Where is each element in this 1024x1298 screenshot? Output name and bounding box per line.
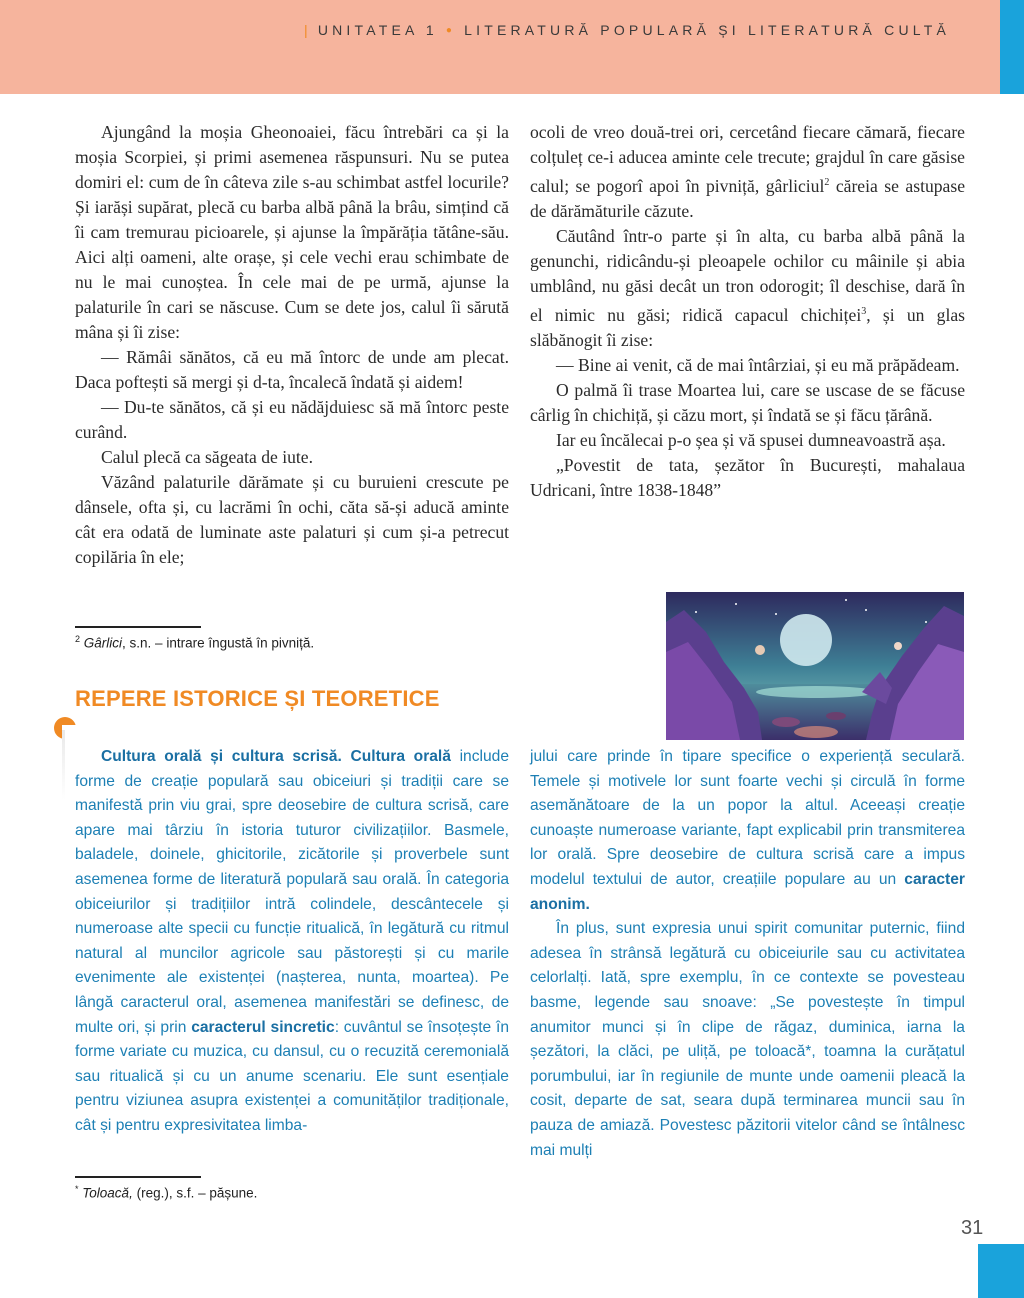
story-paragraph: Calul plecă ca săgeata de iute. xyxy=(101,447,313,467)
running-header xyxy=(304,22,950,38)
page-number: 31 xyxy=(961,1217,984,1239)
footnote-ref-2: 2 xyxy=(824,177,830,188)
footnote-ref-3: 3 xyxy=(861,305,867,317)
story-paragraph: — Rămâi sănătos, că eu mă întorc de unde am plecat. Daca poftești să mergi și d-ta, încalecă îndată și aidem! xyxy=(75,347,509,392)
story-paragraph: Iar eu încălecai p-o șea și vă spusei dumneavoastră așa. xyxy=(556,429,946,450)
header-band xyxy=(0,0,1000,94)
section-accent-icon xyxy=(54,717,76,739)
term-cultura-orala: Cultura orală xyxy=(350,748,451,765)
fantasy-landscape-illustration xyxy=(666,592,964,740)
story-column-left xyxy=(75,120,509,570)
theory-column-right xyxy=(530,745,965,1163)
story-source: „Povestit de tata, șezător în București, mahalaua Udricani, între 1838-1848” xyxy=(530,454,965,500)
footnote-divider xyxy=(75,1176,201,1178)
story-paragraph: ocoli de vreo două-trei ori, cercetând fiecare cămară, fiecare colțuleț ce-i aducea aminte cele trecute; grajdul în care găsise calul; se pogorî apoi în pivniță, gârliciul$^2$ căreia se astupase de dărămăturile căzute. xyxy=(530,122,966,221)
theory-heading: Cultura orală și cultura scrisă. xyxy=(101,748,342,765)
header-dot-icon: ● xyxy=(445,25,457,36)
story-paragraph: — Du-te sănătos, că și eu nădăjduiesc să mă întorc peste curând. xyxy=(75,397,509,442)
section-accent-line xyxy=(62,730,65,800)
footnote-star: * Toloacă, (reg.), s.f. – pășune. xyxy=(75,1184,258,1201)
header-accent-strip xyxy=(1000,0,1024,94)
term-caracter-anonim: caracter anonim. xyxy=(530,870,965,913)
story-paragraph: O palmă îi trase Moartea lui, care se uscase de se făcuse cârlig în chichiță, și căzu mort, și îndată se și făcu țărână. xyxy=(530,379,965,425)
story-paragraph: Ajungând la moșia Gheonoaiei, făcu întrebări ca și la moșia Scorpiei, și primi asemenea răspunsuri. Nu se putea domiri el: cum de în câteva zile s-au schimbat astfel locurile? Și iarăși supărat, plecă cu barba albă până la brâu, simțind că îi cam tremurau picioarele, și ajunse la împărăția tătâne-său. Aici alți oameni, alte orașe, și cele vechi erau schimbate de nu le mai cunoștea. În cele mai de pe urmă, ajunse la palaturile în cari se născuse. Cum se dete jos, calul îi sărută mâna și îi zise: xyxy=(75,122,509,342)
story-paragraph: Căutând într-o parte și în alta, cu barba albă până la genunchi, ridicându-și pleoapele ochilor cu mâinile și abia umblând, nu găsi decât un tron odorogit; îl deschise, dară în el nimic nu găsi; ridică capacul chichiței$^3$, și un glas slăbănogit îi zise: xyxy=(530,225,965,350)
header-unit: UNITATEA 1 xyxy=(317,22,438,38)
theory-paragraph: În plus, sunt expresia unui spirit comunitar puternic, fiind adesea în strânsă legătură cu obiceiurile sau cu activitatea celorlalți. Iată, spre exemplu, în ce contexte se povesteau basme, legende sau snoave: „Se povestește în timpul anumitor munci și în clipe de răgaz, duminica, iarna la șezători, la clăci, pe uliță, pe toloacă*, toamna la curățatul porumbului, iar în regiunile de munte unde oamenii pleacă la cosit, departe de sat, seara după terminarea muncii sau în pauza de amiază. Povestesc păzitorii vitelor când se întâlnesc mai mulți xyxy=(530,920,965,1159)
footnote-2: $^2$ Gârlici, s.n. – intrare îngustă în pivniță. xyxy=(75,634,315,651)
page-corner-strip xyxy=(978,1244,1024,1298)
theory-paragraph: jului care prinde în tipare specifice o experiență seculară. Temele și motivele lor sunt foarte vechi și circulă în forme asemănătoare de la un popor la altul. Aceeași creație cunoaște numeroase variante, fapt explicabil prin transmiterea lor orală. Spre deosebire de cultura scrisă care a impus modelul textului de autor, creațiile populare au un caracter anonim. xyxy=(530,748,965,913)
term-caracter-sincretic: caracterul sincretic xyxy=(191,1018,335,1036)
section-title: REPERE ISTORICE ȘI TEORETICE xyxy=(75,686,440,711)
theory-column-left xyxy=(75,745,509,1139)
story-paragraph: Văzând palaturile dărămate și cu buruieni crescute pe dânsele, ofta și, cu lacrămi în ochi, căta să-și aducă aminte cât era odată de luminate aste palaturi și cum și-a petrecut copilăria în ele; xyxy=(75,472,509,567)
header-bar-mark: | xyxy=(303,22,312,38)
header-title: LITERATURĂ POPULARĂ ȘI LITERATURĂ CULTĂ xyxy=(464,22,950,38)
story-paragraph: — Bine ai venit, că de mai întârziai, și eu mă prăpădeam. xyxy=(556,354,960,375)
story-column-right xyxy=(530,120,965,503)
footnote-divider xyxy=(75,626,201,628)
theory-paragraph: Cultura orală și cultura scrisă. Cultura orală include forme de creație populară sau obiceiuri și tradiții care se manifestă prin viu grai, spre deosebire de cultura scrisă, care apare mai târziu în istoria tuturor civilizațiilor. Basmele, baladele, doinele, ghicitorile, zicătorile și proverbele sunt asemenea forme de literatură populară sau orală. În categoria obiceiurilor și tradițiilor intră colindele, descântecele și numeroase alte specii cu funcție ritualică, în legătură cu ritmul natural al muncilor agricole sau păstorești și cu marile evenimente ale existenței (nașterea, nunta, moartea). Pe lângă caracterul oral, asemenea manifestări se definesc, de multe ori, și prin caracterul sincretic: cuvântul se însoțește în forme variate cu muzica, cu dansul, cu o recuzită ceremonială sau ritualică și cu un anume scenariu. Ele sunt esențiale pentru viziunea asupra existenței a comunităților tradiționale, cât și pentru expresivitatea limba- xyxy=(75,748,509,1134)
